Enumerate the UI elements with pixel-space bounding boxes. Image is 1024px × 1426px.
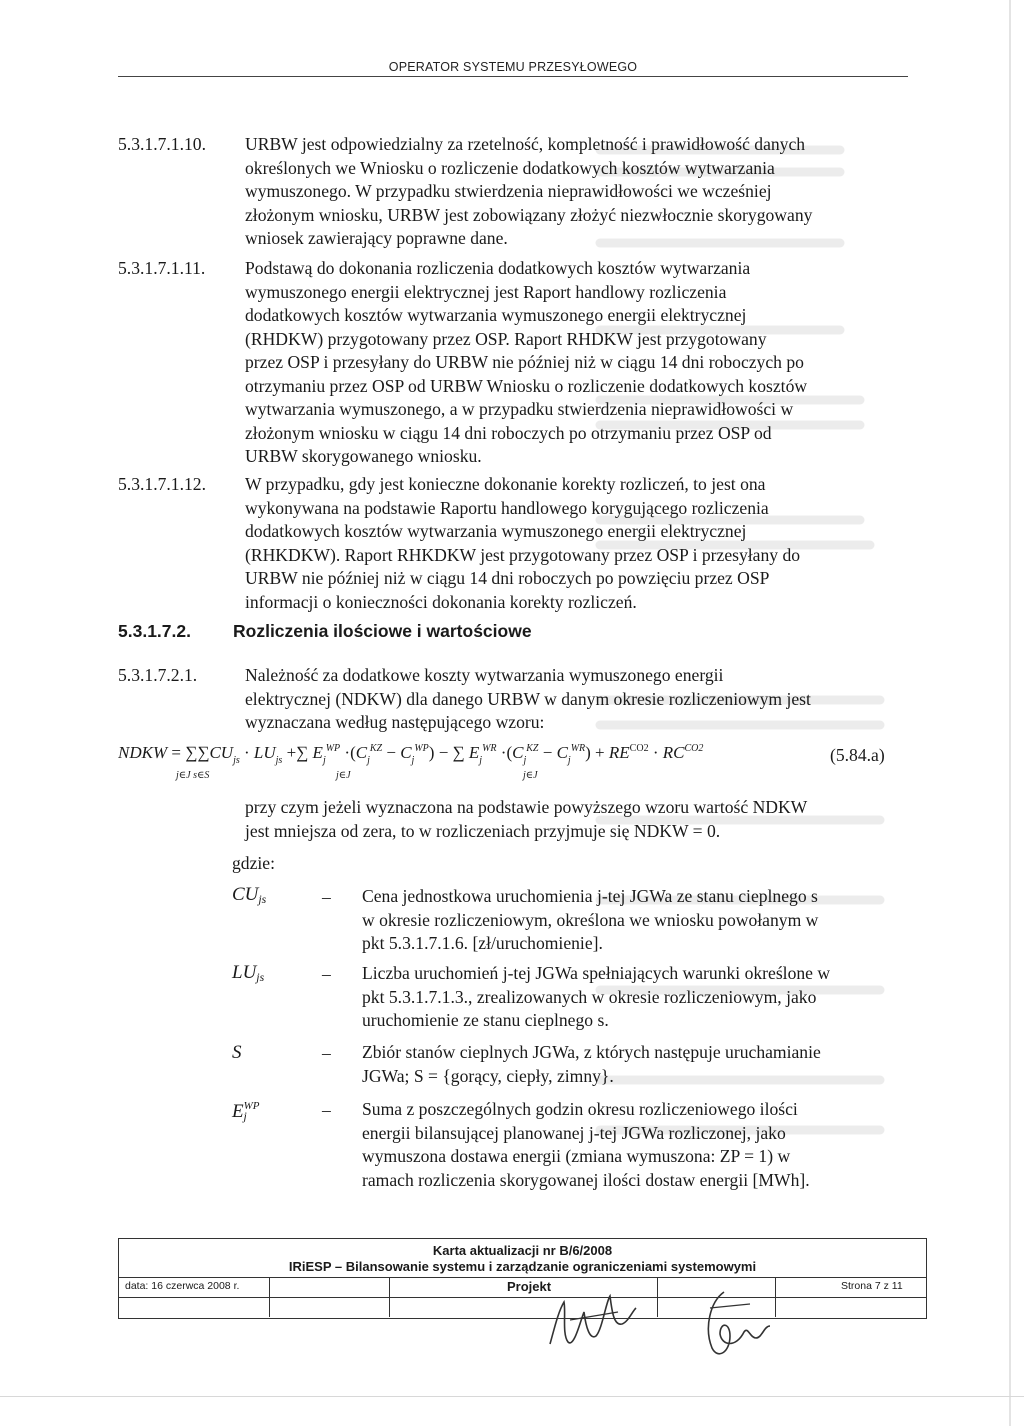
- gdzie-label: gdzie:: [232, 853, 275, 873]
- footer-date: data: 16 czerwca 2008 r.: [125, 1280, 240, 1292]
- footer-meta-row: [119, 1277, 926, 1298]
- text-line: Należność za dodatkowe koszty wytwarzania wymuszonego energii: [245, 665, 724, 685]
- text-line: wymuszonego. W przypadku stwierdzenia nieprawidłowości we wcześniej: [245, 181, 772, 201]
- paragraph-number: 5.3.1.7.1.12.: [118, 474, 206, 494]
- def-text-lu: [362, 962, 895, 1033]
- paragraph-11: [245, 257, 893, 469]
- text-line: Cena jednostkowa uruchomienia j-tej JGWa ze stanu cieplnego s: [362, 886, 818, 906]
- text-line: URBW jest odpowiedzialny za rzetelność, kompletność i prawidłowość danych: [245, 134, 806, 154]
- text-line: JGWa; S = {gorący, ciepły, zimny}.: [362, 1065, 614, 1086]
- sum-index: j∈J: [523, 770, 538, 781]
- text-line: wniosek zawierający poprawne dane.: [245, 228, 508, 248]
- paragraph-10: [245, 133, 893, 251]
- signature-1: [540, 1282, 650, 1362]
- text-line: wymuszonego energii elektrycznej jest Raport handlowy rozliczenia: [245, 281, 727, 302]
- text-line: Zbiór stanów cieplnych JGWa, z których następuje uruchamianie: [362, 1042, 821, 1062]
- text-line: wyznaczana według następującego wzoru:: [245, 712, 545, 732]
- def-term-lu: $LU_{js}$: [232, 962, 265, 984]
- text-line: dodatkowych kosztów wytwarzania wymuszonego energii elektrycznej: [245, 305, 747, 325]
- def-dash: –: [322, 887, 331, 907]
- divider: [657, 1296, 658, 1317]
- text-line: Suma z poszczególnych godzin okresu rozliczeniowego ilości: [362, 1099, 798, 1119]
- text-line: określonych we Wniosku o rozliczenie dodatkowych kosztów wytwarzania: [245, 157, 775, 178]
- divider: [389, 1278, 390, 1297]
- def-text-s: [362, 1041, 895, 1088]
- section-title: Rozliczenia ilościowe i wartościowe: [233, 621, 532, 641]
- text-line: jest mniejsza od zera, to w rozliczeniach przyjmuje się NDKW = 0.: [245, 820, 721, 841]
- def-text-cu: [362, 885, 895, 956]
- divider: [657, 1278, 658, 1297]
- divider: [269, 1296, 270, 1317]
- footer-doc-title: IRiESP – Bilansowanie systemu i zarządzanie ograniczeniami systemowymi: [288, 1259, 757, 1274]
- footer-status: Projekt: [507, 1279, 552, 1294]
- paragraph-12: [245, 473, 893, 614]
- text-line: ramach rozliczenia skorygowanej ilości dostaw energii [MWh].: [362, 1169, 810, 1190]
- text-line: wytwarzania wymuszonego, a w przypadku stwierdzenia nieprawidłowości w: [245, 399, 794, 419]
- signature-2: [690, 1282, 790, 1368]
- def-dash: –: [322, 1100, 331, 1120]
- text-line: w okresie rozliczeniowym, określona we wniosku powołanym w: [362, 909, 819, 930]
- text-line: energii bilansującej planowanej j-tej JGWa rozliczonej, jako: [362, 1122, 786, 1143]
- text-line: Liczba uruchomień j-tej JGWa spełniających warunki określone w: [362, 963, 831, 983]
- text-line: przy czym jeżeli wyznaczona na podstawie powyższego wzoru wartość NDKW: [245, 797, 808, 817]
- def-text-ewp: [362, 1098, 895, 1192]
- text-line: W przypadku, gdy jest konieczne dokonanie korekty rozliczeń, to jest ona: [245, 474, 766, 494]
- text-line: URBW skorygowanego wniosku.: [245, 446, 482, 466]
- divider: [389, 1296, 390, 1317]
- formula-note: [245, 796, 893, 843]
- def-term-s: S: [232, 1042, 242, 1063]
- text-line: informacji o konieczności dokonania korekty rozliczeń.: [245, 591, 637, 612]
- def-dash: –: [322, 964, 331, 984]
- text-line: złożonym wniosku, URBW jest zobowiązany złożyć niezwłocznie skorygowany: [245, 204, 813, 225]
- text-line: złożonym wniosku w ciągu 14 dni roboczych po otrzymaniu przez OSP od: [245, 422, 772, 443]
- header-divider: [118, 76, 908, 77]
- text-line: pkt 5.3.1.7.1.6. [zł/uruchomienie].: [362, 933, 603, 953]
- text-line: URBW nie później niż w ciągu 14 dni roboczych po powzięciu przez OSP: [245, 568, 770, 588]
- def-term-cu: $CU_{js}$: [232, 884, 267, 906]
- section-number: 5.3.1.7.2.: [118, 621, 191, 641]
- text-line: otrzymaniu przez OSP od URBW Wniosku o rozliczenie dodatkowych kosztów: [245, 375, 808, 396]
- text-line: wymuszona dostawa energii (zmiana wymuszona: ZP = 1) w: [362, 1146, 791, 1166]
- text-line: przez OSP i przesyłany do URBW nie później niż w ciągu 14 dni roboczych po: [245, 352, 804, 372]
- paragraph-number: 5.3.1.7.1.10.: [118, 134, 206, 154]
- formula-body: NDKW = $\sum\sum CU_{js} \cdot LU_{js}$ +∑ $E_j^{WP} \cdot(C_j^{KZ} - C_j^{WP})$ − ∑ $E_j^{WR} \cdot(C_j^{KZ} - C_j^{WR}) + RE^{CO2} \cdot RC^{CO2}$: [118, 743, 704, 766]
- text-line: elektrycznej (NDKW) dla danego URBW w danym okresie rozliczeniowym jest: [245, 688, 811, 709]
- text-line: dodatkowych kosztów wytwarzania wymuszonego energii elektrycznej: [245, 521, 747, 541]
- footer-page-number: Strona 7 z 11: [841, 1280, 903, 1292]
- text-line: pkt 5.3.1.7.1.3., zrealizowanych w okresie rozliczeniowym, jako: [362, 986, 817, 1007]
- text-line: wykonywana na podstawie Raportu handlowego korygującego rozliczenia: [245, 497, 769, 518]
- text-line: uruchomienie ze stanu cieplnego s.: [362, 1010, 609, 1030]
- footer-card-title: Karta aktualizacji nr B/6/2008: [432, 1243, 613, 1258]
- divider: [269, 1278, 270, 1297]
- paragraph-number: 5.3.1.7.2.1.: [118, 665, 198, 685]
- formula-number: (5.84.a): [830, 745, 885, 765]
- text-line: (RHDKW) przygotowany przez OSP. Raport RHDKW jest przygotowany: [245, 328, 767, 349]
- text-line: (RHKDKW). Raport RHKDKW jest przygotowany przez OSP i przesyłany do: [245, 544, 801, 565]
- paragraph-number: 5.3.1.7.1.11.: [118, 258, 206, 278]
- ndkw-formula: [118, 736, 908, 784]
- sum-index: j∈J: [336, 770, 351, 781]
- scan-edge: [0, 1396, 1024, 1397]
- footer-box: [118, 1238, 927, 1319]
- sum-index: j∈J s∈S: [176, 770, 210, 781]
- page-header: OPERATOR SYSTEMU PRZESYŁOWEGO: [388, 60, 638, 74]
- text-line: Podstawą do dokonania rozliczenia dodatkowych kosztów wytwarzania: [245, 258, 751, 278]
- def-term-ewp: $E^{WP}_j$: [232, 1100, 260, 1123]
- paragraph-2-1: [245, 664, 893, 735]
- def-dash: –: [322, 1043, 331, 1063]
